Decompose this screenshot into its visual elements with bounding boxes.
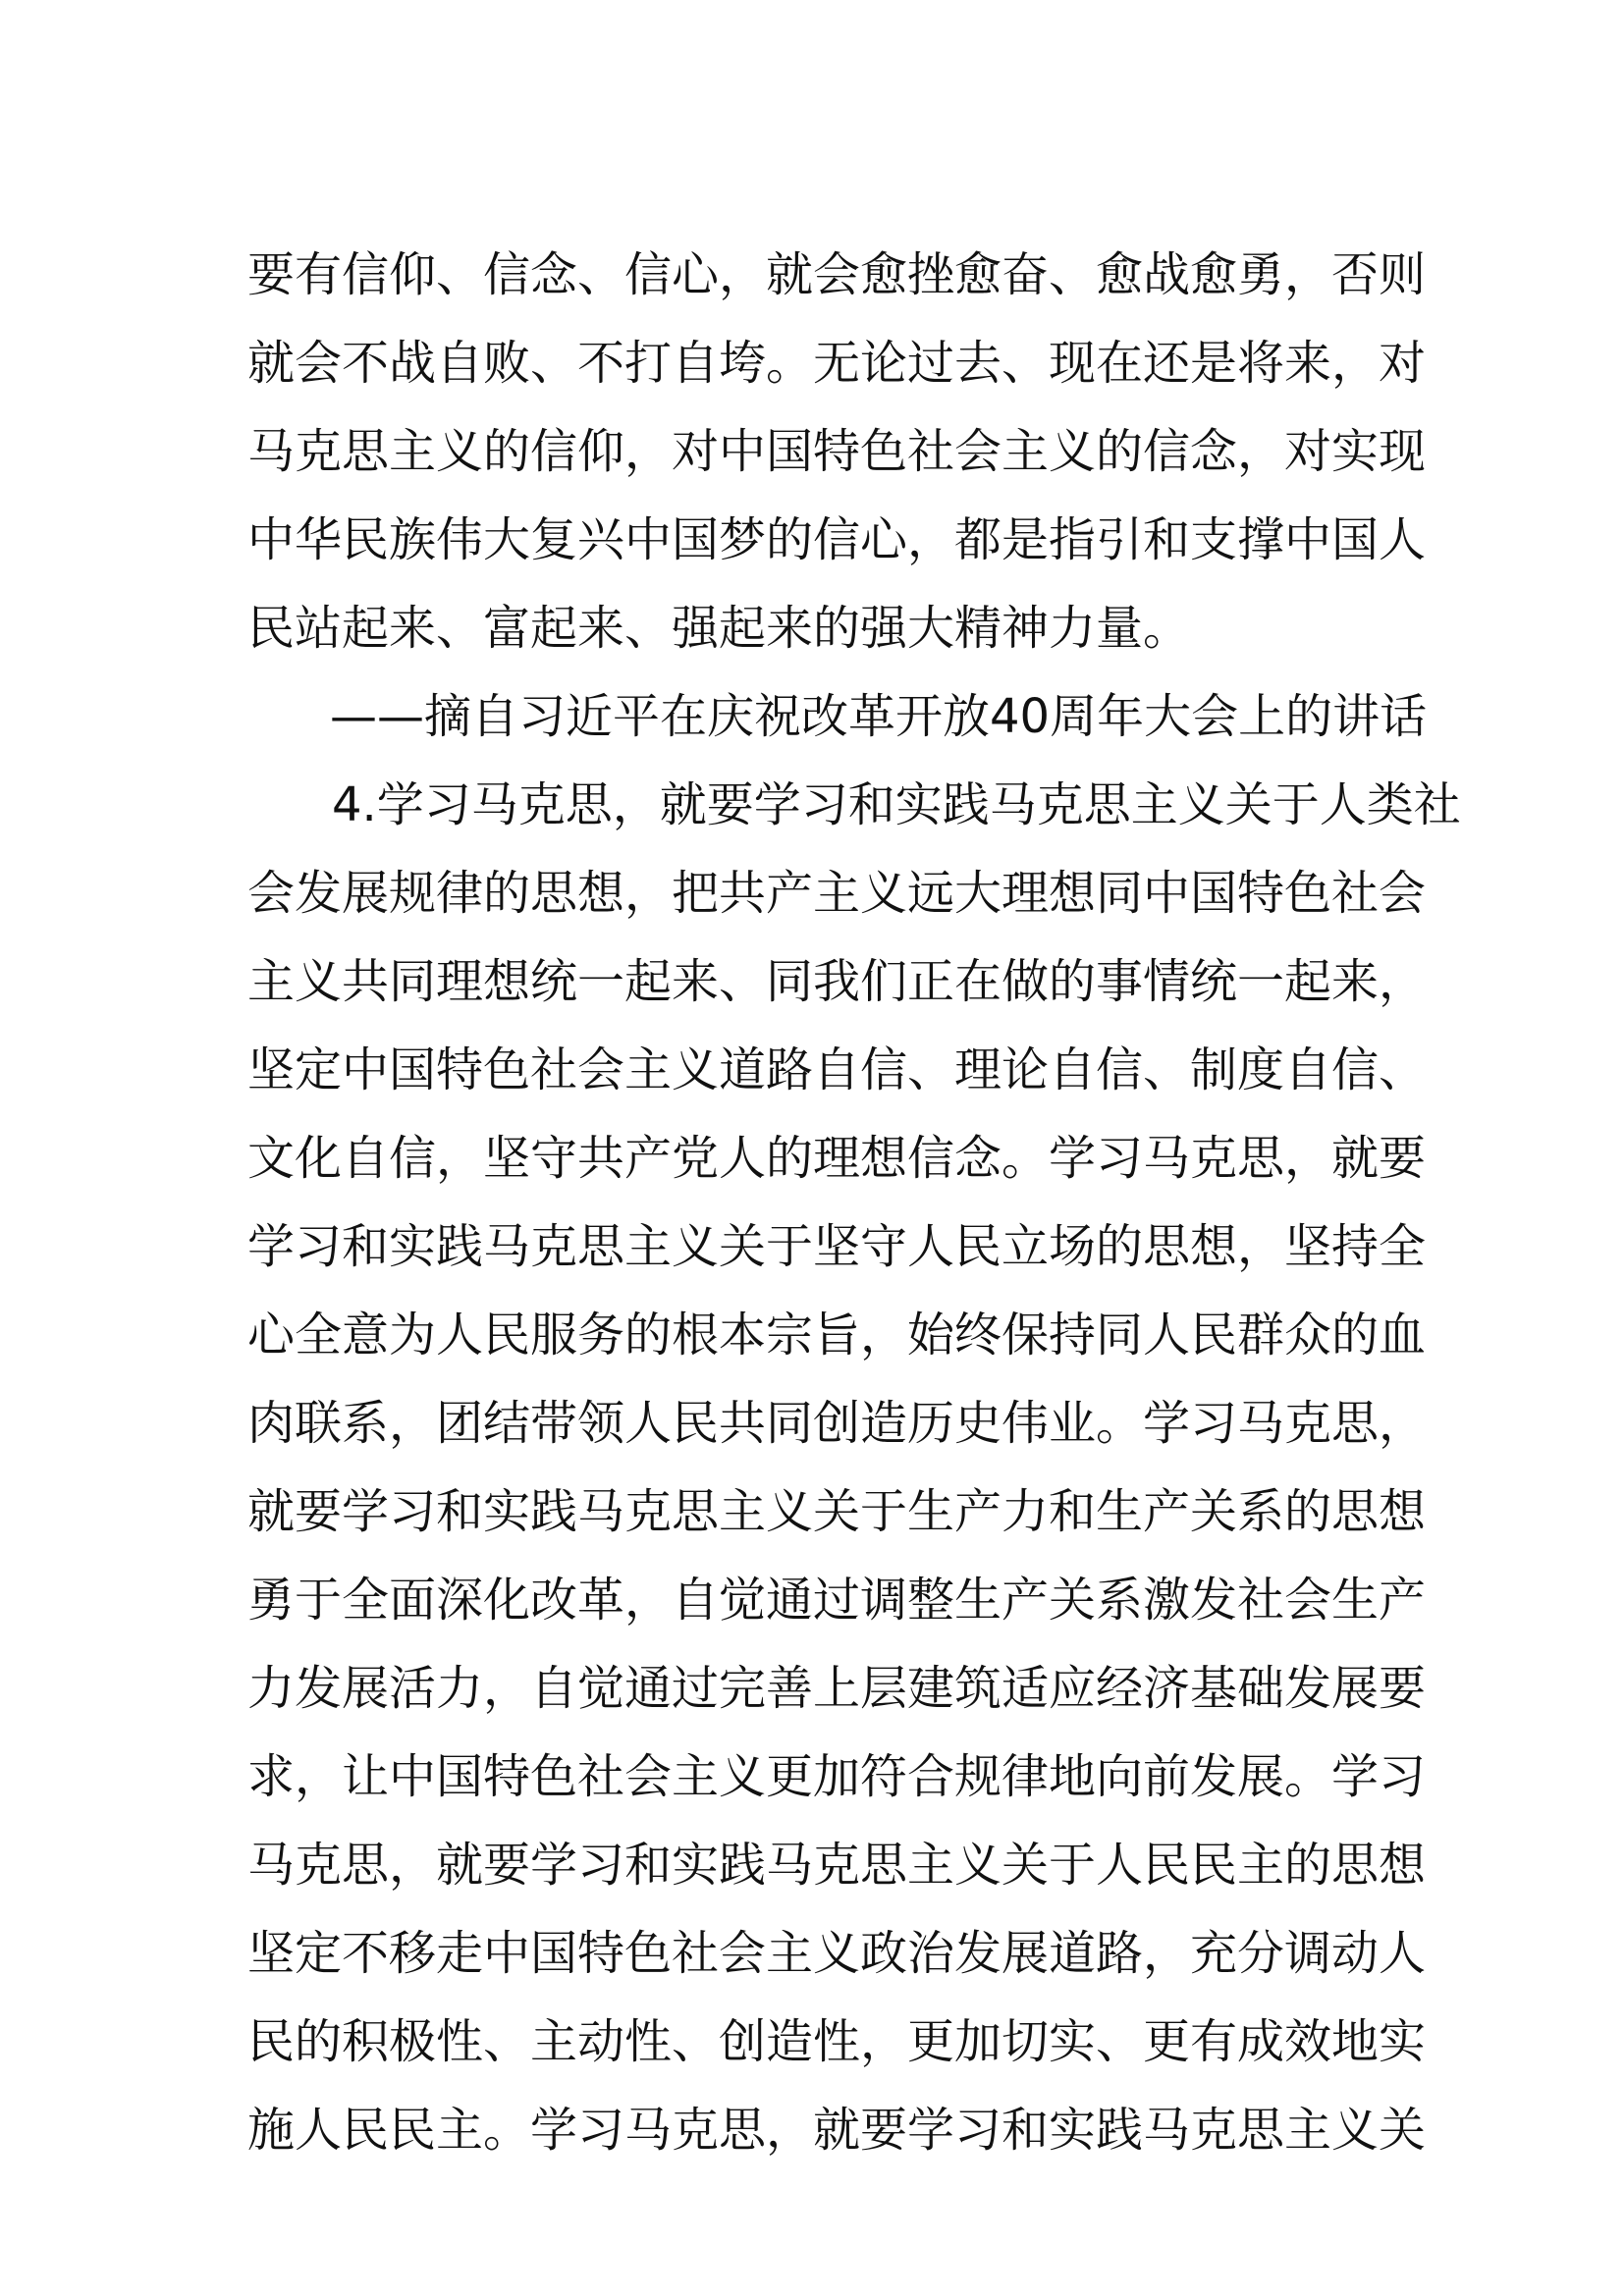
- paragraph-2-line-12: 求，让中国特色社会主义更加符合规律地向前发展。学习: [247, 1749, 1427, 1804]
- paragraph-2-line-11: 力发展活力，自觉通过完善上层建筑适应经济基础发展要: [247, 1661, 1427, 1716]
- paragraph-2-line-6: 学习和实践马克思主义关于坚守人民立场的思想，坚持全: [247, 1219, 1427, 1274]
- paragraph-2-line-2: 会发展规律的思想，把共产主义远大理想同中国特色社会: [247, 866, 1427, 921]
- source-attribution: ——摘自习近平在庆祝改革开放40周年大会上的讲话: [330, 689, 1428, 744]
- paragraph-2-line-3: 主义共同理想统一起来、同我们正在做的事情统一起来，: [247, 954, 1427, 1009]
- paragraph-2-line-5: 文化自信，坚守共产党人的理想信念。学习马克思，就要: [247, 1131, 1427, 1186]
- paragraph-1-line-2: 就会不战自败、不打自垮。无论过去、现在还是将来，对: [247, 336, 1427, 391]
- paragraph-2-line-8: 肉联系，团结带领人民共同创造历史伟业。学习马克思，: [247, 1396, 1427, 1451]
- paragraph-2-line-13: 马克思，就要学习和实践马克思主义关于人民民主的思想: [247, 1838, 1427, 1893]
- paragraph-1-line-4: 中华民族伟大复兴中国梦的信心，都是指引和支撑中国人: [247, 512, 1427, 567]
- paragraph-2-line-7: 心全意为人民服务的根本宗旨，始终保持同人民群众的血: [247, 1308, 1427, 1362]
- paragraph-1-line-1: 要有信仰、信念、信心，就会愈挫愈奋、愈战愈勇，否则: [247, 247, 1427, 302]
- paragraph-1-line-5: 民站起来、富起来、强起来的强大精神力量。: [247, 601, 1191, 656]
- paragraph-2-line-14: 坚定不移走中国特色社会主义政治发展道路，充分调动人: [247, 1926, 1427, 1981]
- paragraph-2-line-9: 就要学习和实践马克思主义关于生产力和生产关系的思想: [247, 1484, 1427, 1539]
- paragraph-2-line-15: 民的积极性、主动性、创造性，更加切实、更有成效地实: [247, 2014, 1427, 2069]
- paragraph-2-line-4: 坚定中国特色社会主义道路自信、理论自信、制度自信、: [247, 1042, 1427, 1097]
- paragraph-2-line-16: 施人民民主。学习马克思，就要学习和实践马克思主义关: [247, 2103, 1427, 2158]
- paragraph-2-line-1: 4.学习马克思，就要学习和实践马克思主义关于人类社: [332, 777, 1461, 832]
- paragraph-1-line-3: 马克思主义的信仰，对中国特色社会主义的信念，对实现: [247, 424, 1427, 479]
- paragraph-2-line-10: 勇于全面深化改革，自觉通过调整生产关系激发社会生产: [247, 1573, 1427, 1628]
